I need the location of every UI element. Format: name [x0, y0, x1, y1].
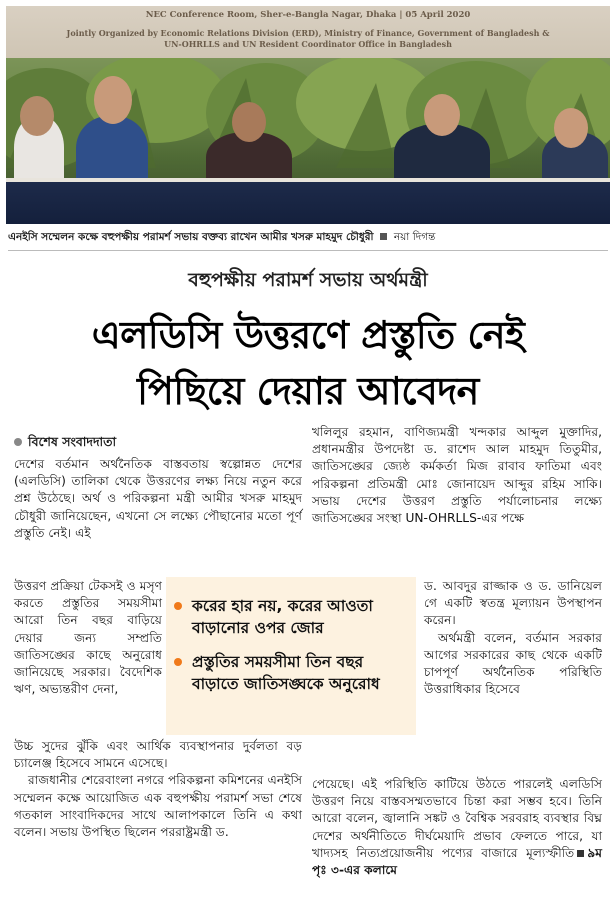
col2-para2-text: পেয়েছে। এই পরিস্থিতি কাটিয়ে উঠতে পারলেই এলডিসি উত্তরণ নিয়ে বাস্তবসম্মতভাবে চিন্তা করা সম্ভব হবে। তিনি আরো বলেন, জ্বালানি সঙ্কট ও বৈশ্বিক সরবরাহ ব্যবস্থার বিঘ্ন দেশের অর্থনীতিতে দীর্ঘমেয়াদি প্রভাব ফেলতে পারে, যা খাদ্যসহ নিত্যপ্রয়োজনীয় পণ্যের বাজারে মূল্যস্ফীতি — [312, 777, 602, 860]
pullquote-box — [166, 577, 416, 735]
person-center-head — [232, 102, 266, 142]
caption-rule — [8, 250, 608, 251]
column-2-top — [312, 424, 602, 527]
column-2-bottom — [312, 776, 602, 879]
news-photo — [6, 6, 610, 224]
banner-line-3: UN-OHRLLS and UN Resident Coordinator Office in Bangladesh — [164, 39, 452, 49]
person-speaker-head — [424, 94, 460, 136]
pullquote-item-2 — [176, 651, 412, 695]
kicker: বহুপক্ষীয় পরামর্শ সভায় অর্থমন্ত্রী — [188, 269, 428, 291]
person-left-head — [20, 96, 54, 136]
conference-table — [6, 182, 610, 224]
headline-line-2: পিছিয়ে দেয়ার আবেদন — [137, 369, 479, 413]
pullquote-item-1 — [176, 595, 412, 639]
col1-para1-tail: উচ্চ সুদের ঝুঁকি এবং আর্থিক ব্যবস্থাপনার দুর্বলতা বড় চ্যালেঞ্জ হিসেবে সামনে এসেছে। — [14, 739, 302, 771]
continued-text: ৯ম পৃঃ ৩-এর কলামে — [312, 845, 602, 878]
column-1-narrow — [14, 578, 162, 698]
orange-bullet-icon — [174, 602, 182, 610]
banner-line-2: Jointly Organized by Economic Relations Division (ERD), Ministry of Finance, Government of Bangladesh & — [66, 28, 550, 38]
col1-para2: রাজধানীর শেরেবাংলা নগরে পরিকল্পনা কমিশনের এনইসি সম্মেলন কক্ষে আয়োজিত এক বহুপক্ষীয় পরামর্শ সভা শেষে গতকাল সাংবাদিকদের সাথে আলাপকালে তিনি এ কথা বলেন। সভায় উপস্থিত ছিলেন পররাষ্ট্রমন্ত্রী ড. — [14, 773, 302, 840]
byline-text: বিশেষ সংবাদদাতা — [28, 434, 117, 449]
col2-para1-narrow: ড. আবদুর রাজ্জাক ও ড. ডানিয়েল গে একটি স্বতন্ত্র মূল্যায়ন উপস্থাপন করেন। — [424, 579, 602, 628]
byline-dot-icon — [14, 438, 22, 446]
byline — [14, 434, 116, 454]
column-1-top — [14, 456, 302, 542]
caption-square-icon — [380, 233, 387, 240]
col2-para1-full: খলিলুর রহমান, বাণিজ্যমন্ত্রী খন্দকার আব্দুল মুক্তাদির, প্রধানমন্ত্রীর উপদেষ্টা ড. রাশেদ আল মাহমুদ তিতুমীর, জাতিসঙ্ঘের জ্যেষ্ঠ কর্মকর্তা মিজ রাবাব ফাতিমা এবং পরিকল্পনা প্রতিমন্ত্রী মোঃ জোনায়েদ আব্দুর রহিম সাকি। সভায় দেশের উত্তরণ প্রস্তুতি পর্যালোচনার লক্ষ্যে জাতিসঙ্ঘের সংস্থা UN-OHRLLS-এর পক্ষে — [312, 425, 602, 526]
column-2-narrow — [424, 578, 602, 698]
col1-para1-full: দেশের বর্তমান অর্থনৈতিক বাস্তবতায় স্বল্পোন্নত দেশের (এলডিসি) তালিকা থেকে উত্তরণের লক্ষ্য নিয়ে নতুন করে প্রশ্ন উঠেছে। অর্থ ও পরিকল্পনা মন্ত্রী আমীর খসরু মাহমুদ চৌধুরী জানিয়েছেন, এখনো সে লক্ষ্যে পৌছানোর মতো পূর্ণ প্রস্তুতি নেই। এই — [14, 457, 302, 540]
col1-para1-narrow: উত্তরণ প্রক্রিয়া টেকসই ও মসৃণ করতে প্রস্তুতির সময়সীমা আরো তিন বছর বাড়িয়ে দেয়ার জন্য সম্প্রতি জাতিসঙ্ঘের কাছে অনুরোধ জানিয়েছে সরকার। বৈদেশিক ঋণ, অভ্যন্তরীণ দেনা, — [14, 579, 162, 697]
person-right-head — [554, 108, 588, 148]
photo-credit: নয়া দিগন্ত — [393, 231, 436, 243]
column-1-bottom — [14, 738, 302, 841]
person-second-head — [94, 76, 132, 124]
pullquote-item-1-text: করের হার নয়, করের আওতা বাড়ানোর ওপর জোর — [192, 597, 373, 637]
photo-caption — [8, 230, 608, 247]
event-banner — [6, 6, 610, 58]
caption-text: এনইসি সম্মেলন কক্ষে বহুপক্ষীয় পরামর্শ সভায় বক্তব্য রাখেন আমীর খসরু মাহমুদ চৌধুরী — [8, 231, 374, 243]
col2-para2-narrow: অর্থমন্ত্রী বলেন, বর্তমান সরকার আগের সরকারের কাছ থেকে একটি চাপপূর্ণ অর্থনৈতিক পরিস্থিতি উত্তরাধিকার হিসেবে — [424, 630, 602, 697]
col2-para2-full — [312, 776, 602, 879]
pullquote-item-2-text: প্রস্তুতির সময়সীমা তিন বছর বাড়াতে জাতিসঙ্ঘকে অনুরোধ — [192, 653, 380, 693]
headline-line-1: এলডিসি উত্তরণে প্রস্তুতি নেই — [91, 313, 525, 357]
banner-line-1: NEC Conference Room, Sher-e-Bangla Nagar, Dhaka | 05 April 2020 — [145, 10, 471, 20]
continued-square-icon — [577, 850, 584, 857]
orange-bullet-icon — [174, 658, 182, 666]
